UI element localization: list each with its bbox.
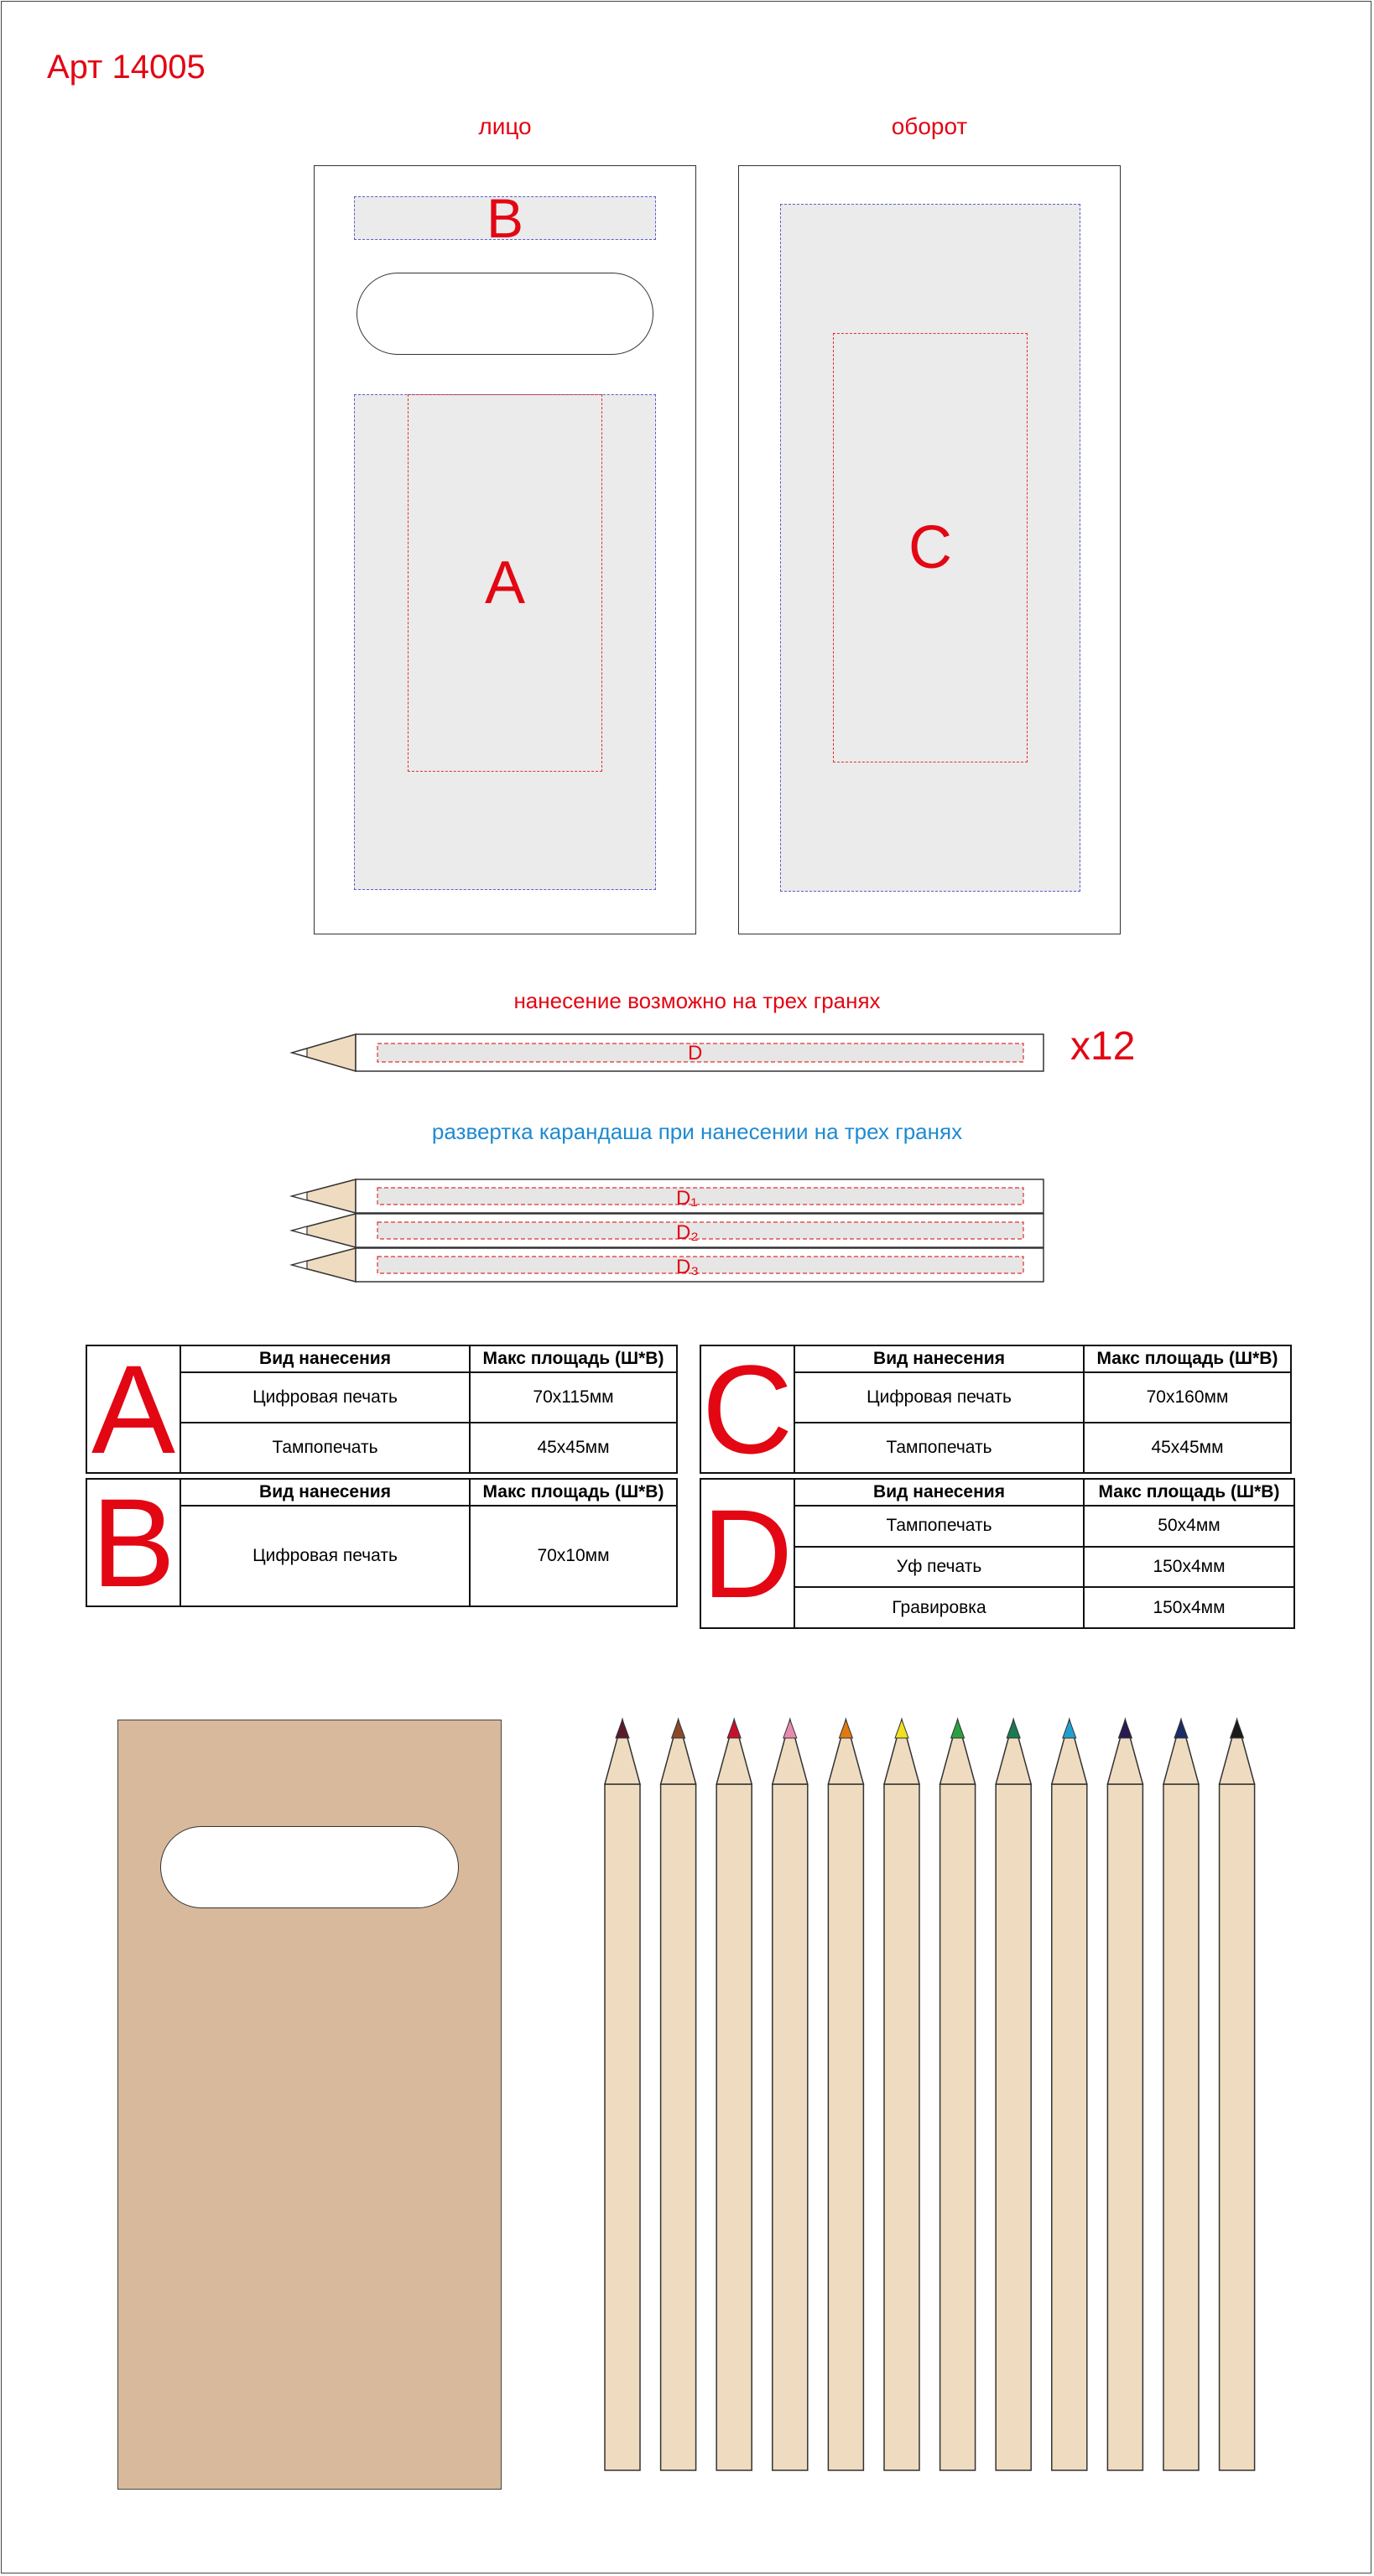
- table-b: [86, 1472, 678, 1613]
- quantity-label: x12: [1070, 1024, 1136, 1069]
- table-c-col1: Вид нанесения: [794, 1345, 1084, 1372]
- pencil-lead: [672, 1720, 685, 1738]
- table-a-method-2: Тампопечать: [180, 1423, 470, 1473]
- zone-d-label: D: [688, 1042, 703, 1064]
- table-a-size-2: 45х45мм: [470, 1423, 677, 1473]
- table-d-size-2: 150х4мм: [1084, 1547, 1294, 1588]
- unfold-note: развертка карандаша при нанесении на трех гранях: [431, 1119, 963, 1144]
- table-c-method-1: Цифровая печать: [794, 1372, 1084, 1423]
- pencil-9: [1052, 1720, 1087, 2470]
- pencil-body: [716, 1784, 752, 2470]
- pencil-lead: [839, 1720, 852, 1738]
- table-d-col1: Вид нанесения: [794, 1479, 1084, 1506]
- table-a-col2: Макс площадь (Ш*В): [470, 1345, 677, 1372]
- colored-pencils: [587, 1711, 1275, 2483]
- pencil-lead: [783, 1720, 797, 1738]
- table-a-col1: Вид нанесения: [180, 1345, 470, 1372]
- pencil-11: [1163, 1720, 1199, 2470]
- pencil-10: [1107, 1720, 1142, 2470]
- table-a-size-1: 70х115мм: [470, 1372, 677, 1423]
- pencil-d3: [292, 1248, 1044, 1282]
- pencil-lead: [1007, 1720, 1020, 1738]
- table-d-size-3: 150х4мм: [1084, 1587, 1294, 1628]
- pencil-note: нанесение возможно на трех гранях: [513, 988, 881, 1013]
- pencil-body: [661, 1784, 696, 2470]
- pencil-6: [884, 1720, 919, 2470]
- table-c-letter: C: [701, 1339, 794, 1480]
- table-d-letter: D: [700, 1479, 794, 1628]
- pencil-7: [940, 1720, 976, 2470]
- pencil-body: [940, 1784, 976, 2470]
- back-label: оборот: [891, 113, 968, 139]
- pencil-5: [828, 1720, 863, 2470]
- table-a-method-1: Цифровая печать: [180, 1372, 470, 1423]
- pencil-lead: [1231, 1720, 1244, 1738]
- table-d-size-1: 50х4мм: [1084, 1506, 1294, 1547]
- pencil-d2: [292, 1214, 1044, 1247]
- table-d-col2: Макс площадь (Ш*В): [1084, 1479, 1294, 1506]
- zone-b-letter: B: [486, 187, 524, 249]
- pencil-lead: [1063, 1720, 1076, 1738]
- table-b-size-1: 70х10мм: [470, 1506, 677, 1606]
- pencil-body: [996, 1784, 1031, 2470]
- pencil-body: [884, 1784, 919, 2470]
- table-d-method-2: Уф печать: [794, 1547, 1084, 1588]
- pencil-body: [1107, 1784, 1142, 2470]
- zone-d1-label: D₁: [676, 1187, 698, 1210]
- pencil-body: [605, 1784, 640, 2470]
- pencil-3: [716, 1720, 752, 2470]
- pencil-body: [1163, 1784, 1199, 2470]
- pencil-lead: [616, 1720, 629, 1738]
- table-c-col2: Макс площадь (Ш*В): [1084, 1345, 1291, 1372]
- zone-a: [408, 394, 602, 772]
- pencil-unfold-drawing: [285, 1177, 1124, 1286]
- table-b-letter: B: [86, 1479, 180, 1606]
- zone-b: [354, 187, 656, 249]
- table-b-col1: Вид нанесения: [180, 1479, 470, 1506]
- pencil-lead: [895, 1720, 908, 1738]
- pencil-body: [773, 1784, 808, 2470]
- zone-c: [833, 333, 1028, 762]
- article-title: Арт 14005: [47, 49, 206, 86]
- pencil-4: [773, 1720, 808, 2470]
- pencil-lead: [1118, 1720, 1132, 1738]
- zone-d3-label: D₃: [676, 1256, 700, 1278]
- pencil-body: [1220, 1784, 1255, 2470]
- pencil-d1: [292, 1179, 1044, 1213]
- front-window: [357, 273, 653, 355]
- zone-d2-label: D₂: [676, 1221, 699, 1244]
- table-b-method-1: Цифровая печать: [180, 1506, 470, 1606]
- pencil-lead: [1174, 1720, 1188, 1738]
- pencil-d-drawing: [285, 1032, 1124, 1074]
- table-c-size-1: 70х160мм: [1084, 1372, 1291, 1423]
- front-label: лицо: [478, 113, 532, 139]
- pencil-lead: [727, 1720, 741, 1738]
- pencil-8: [996, 1720, 1031, 2470]
- pencil-body: [828, 1784, 863, 2470]
- pencil-lead: [292, 1049, 307, 1057]
- table-c-size-2: 45х45мм: [1084, 1423, 1291, 1473]
- table-c: [700, 1339, 1292, 1480]
- pencil-12: [1220, 1720, 1255, 2470]
- table-a: [86, 1339, 678, 1480]
- pencil-2: [661, 1720, 696, 2470]
- table-d-method-3: Гравировка: [794, 1587, 1084, 1628]
- zone-a-letter: A: [484, 549, 526, 617]
- table-b-col2: Макс площадь (Ш*В): [470, 1479, 677, 1506]
- kraft-box-window: [160, 1826, 459, 1908]
- pencil-body: [1052, 1784, 1087, 2470]
- table-c-method-2: Тампопечать: [794, 1423, 1084, 1473]
- table-d-method-1: Тампопечать: [794, 1506, 1084, 1547]
- pencil-1: [605, 1720, 640, 2470]
- table-d: [700, 1478, 1295, 1629]
- pencil-lead: [951, 1720, 965, 1738]
- table-a-letter: A: [86, 1345, 180, 1473]
- zone-c-letter: C: [908, 514, 952, 581]
